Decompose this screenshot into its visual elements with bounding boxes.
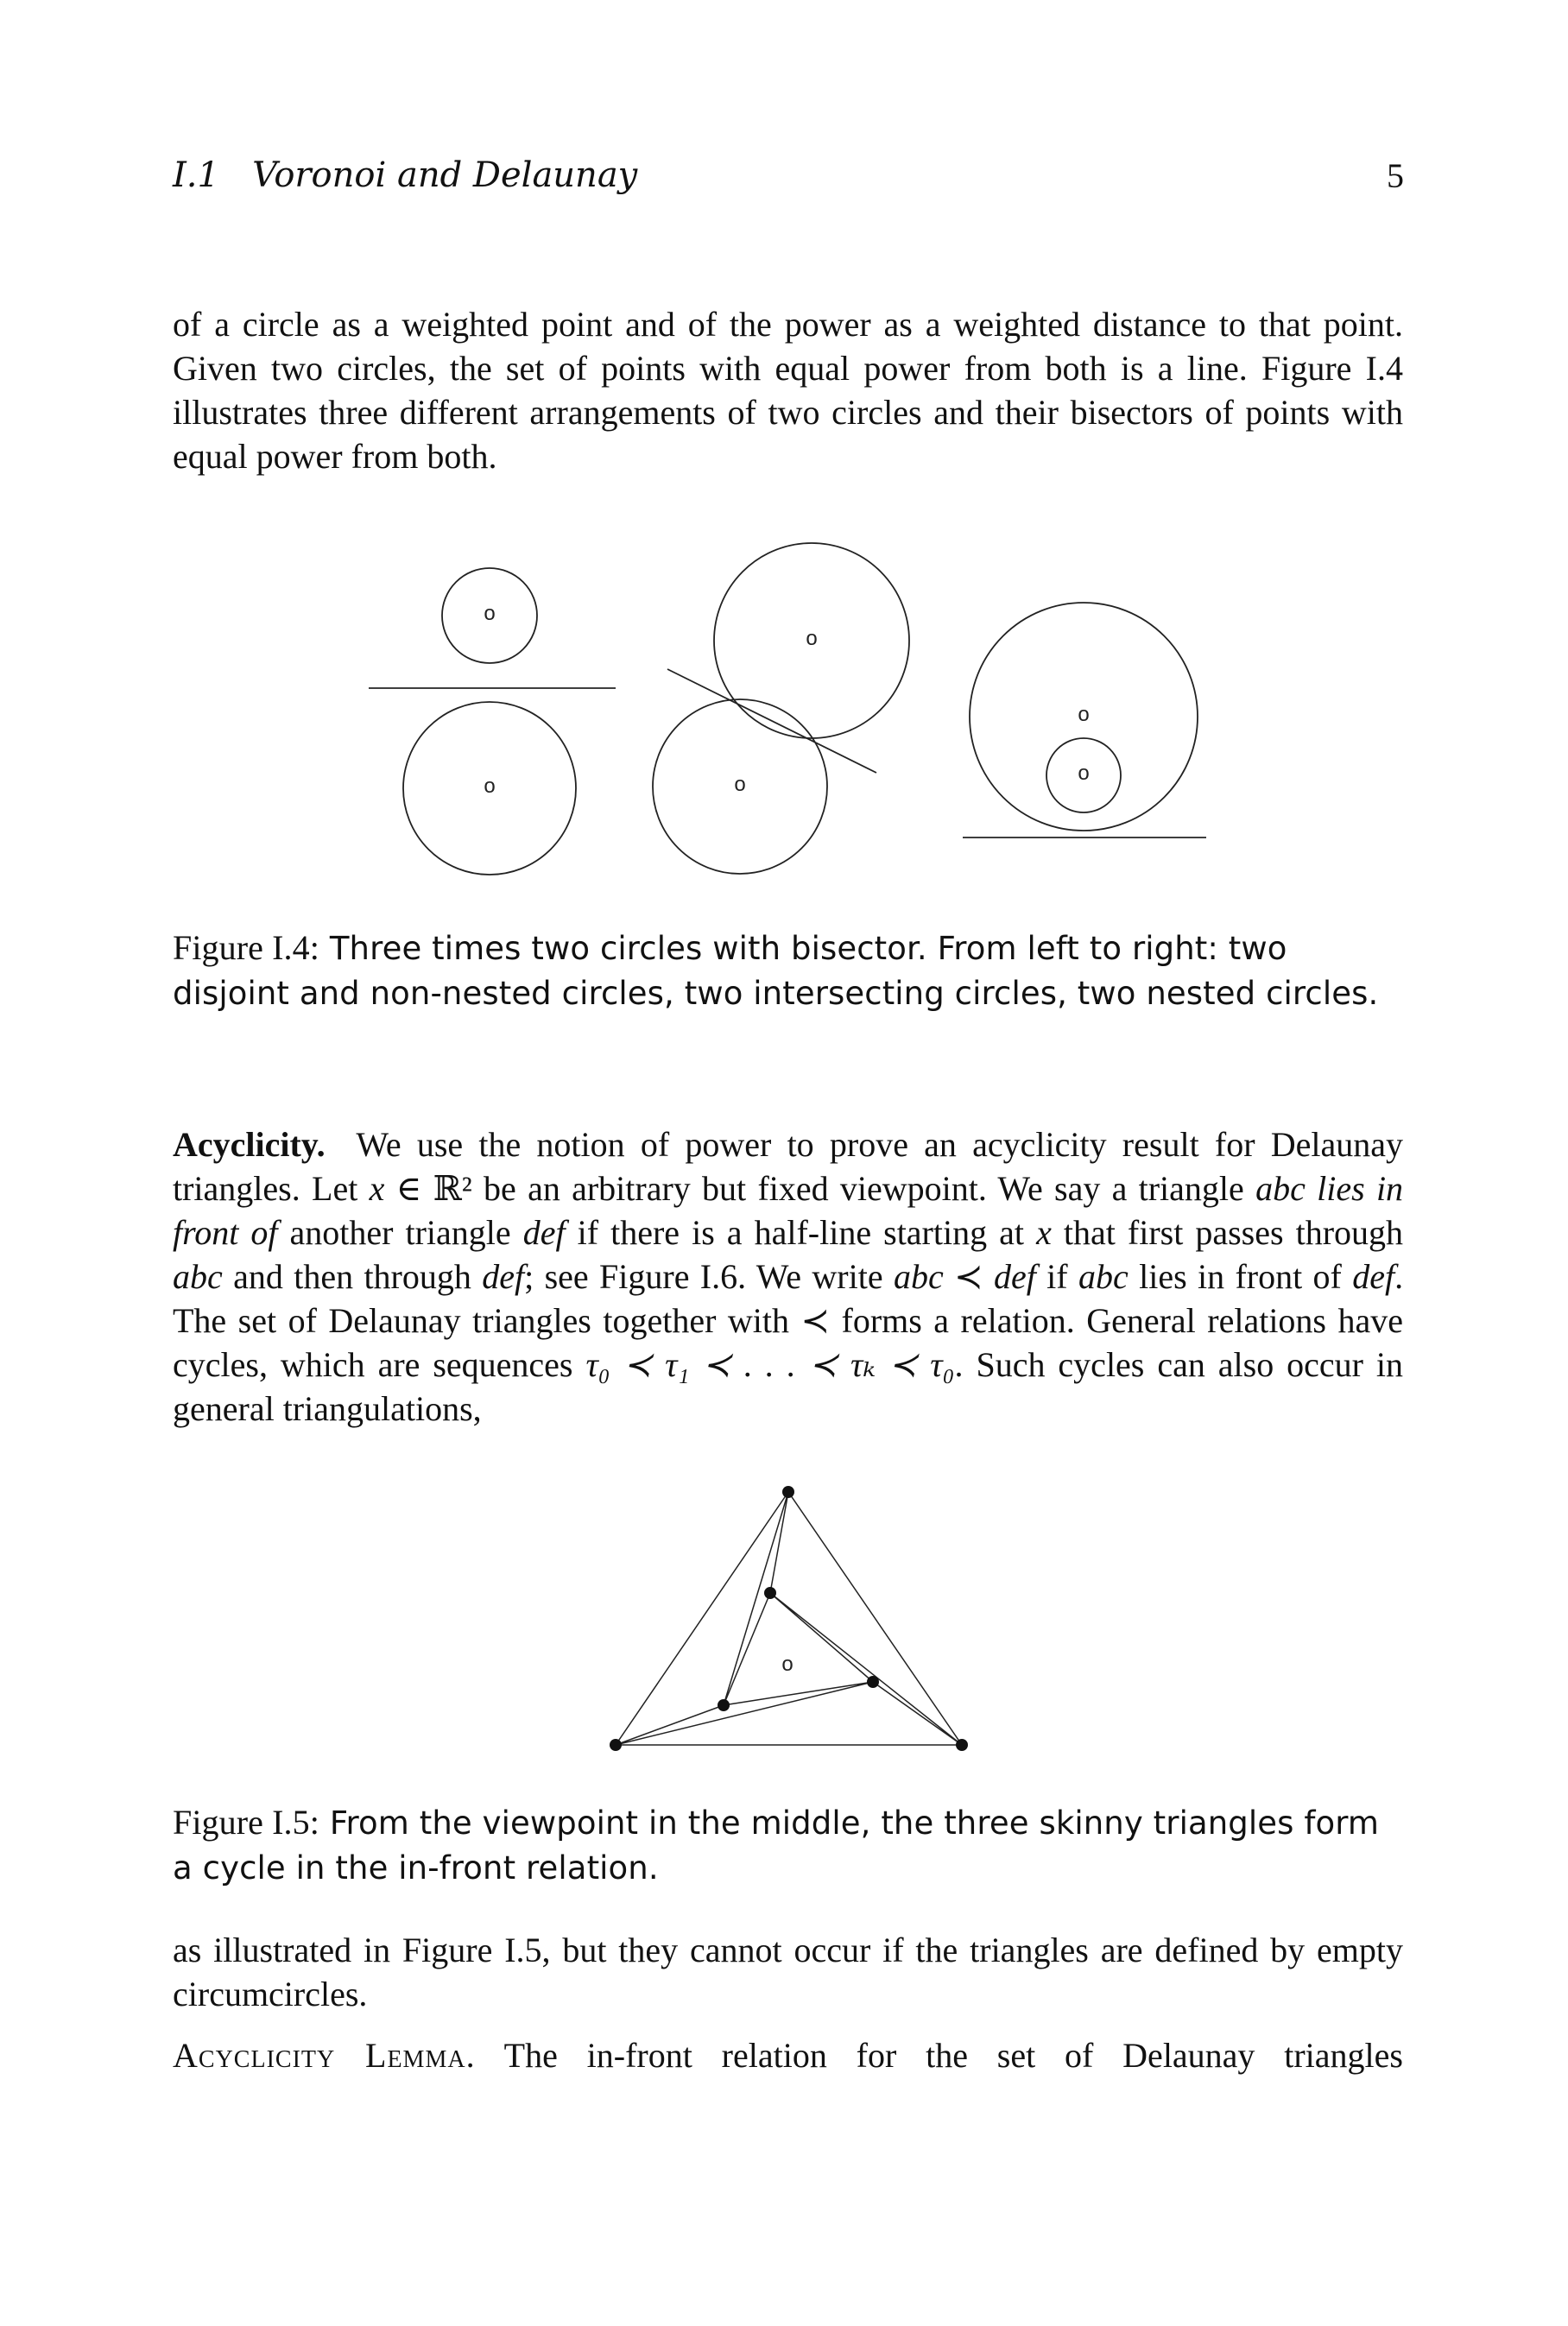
vertex-inner-left (718, 1699, 730, 1711)
vertex-left (610, 1739, 622, 1751)
skinny-triangle-1 (724, 1492, 788, 1705)
center-marker: o (1078, 703, 1090, 726)
bisector-line (667, 669, 876, 773)
paragraph-heading: Acyclicity. (173, 1125, 326, 1164)
figure-number: Figure I.5: (173, 1803, 319, 1842)
lemma-text: The in-front relation for the set of Delaunay triangles (503, 2036, 1403, 2075)
skinny-triangle-3 (616, 1682, 873, 1745)
page-number: 5 (1387, 156, 1404, 195)
caption-text: Three times two circles with bisector. From left to right: two disjoint and non-nested circles, two intersecting circles, two nested circles. (173, 930, 1379, 1012)
center-marker: o (806, 627, 818, 650)
section-title: Voronoi and Delaunay (252, 155, 638, 195)
center-marker: o (734, 773, 746, 796)
lemma-name: Acyclicity Lemma. (173, 2036, 476, 2075)
outer-triangle (616, 1492, 962, 1745)
paragraph-continued: as illustrated in Figure I.5, but they cannot occur if the triangles are defined by empty circumcircles. (173, 1931, 1403, 2013)
vertex-inner-right (867, 1676, 879, 1688)
center-marker: o (1078, 762, 1090, 785)
vertex-inner-top (764, 1587, 776, 1599)
panel-intersecting (653, 543, 909, 874)
vertex-top (782, 1486, 794, 1498)
acyclicity-lemma (173, 2033, 1403, 2077)
caption-text: From the viewpoint in the middle, the three skinny triangles form a cycle in the in-front relation. (173, 1805, 1380, 1887)
section-number: I.1 (173, 155, 219, 195)
figure-i4 (0, 518, 1568, 924)
paragraph-power: of a circle as a weighted point and of the power as a weighted distance to that point. Given two circles, the set of points with equal power from both is a line. Figure I.4 illustrates three different arrangements of two circles and their bisectors of points with equal power from both. (173, 305, 1403, 476)
figure-i4-caption (173, 926, 1403, 1016)
figure-number: Figure I.4: (173, 928, 319, 967)
skinny-triangle-2 (770, 1593, 962, 1745)
running-head (173, 155, 637, 195)
figure-i5 (0, 1468, 1568, 1770)
center-marker: o (484, 602, 496, 625)
figure-i5-caption (173, 1800, 1403, 1891)
center-marker: o (484, 774, 496, 798)
viewpoint-marker: o (781, 1653, 793, 1676)
paragraph-acyclicity: Acyclicity. We use the notion of power to prove an acyclicity result for Delaunay triangles. Let x ∈ ℝ² be an arbitrary but fixed viewpoint. We say a triangle abc lies in front of another triangle def if there is a half-line starting at x that first passes through abc and then through def; see Figure I.6. We write abc ≺ def if abc lies in front of def. The set of Delaunay triangles together with ≺ forms a relation. General relations have cycles, which are sequences τ₀ ≺ τ₁ ≺ . . . ≺ τₖ ≺ τ₀. Such cycles can also occur in general triangulations, (173, 1125, 1404, 1428)
vertex-right (956, 1739, 968, 1751)
